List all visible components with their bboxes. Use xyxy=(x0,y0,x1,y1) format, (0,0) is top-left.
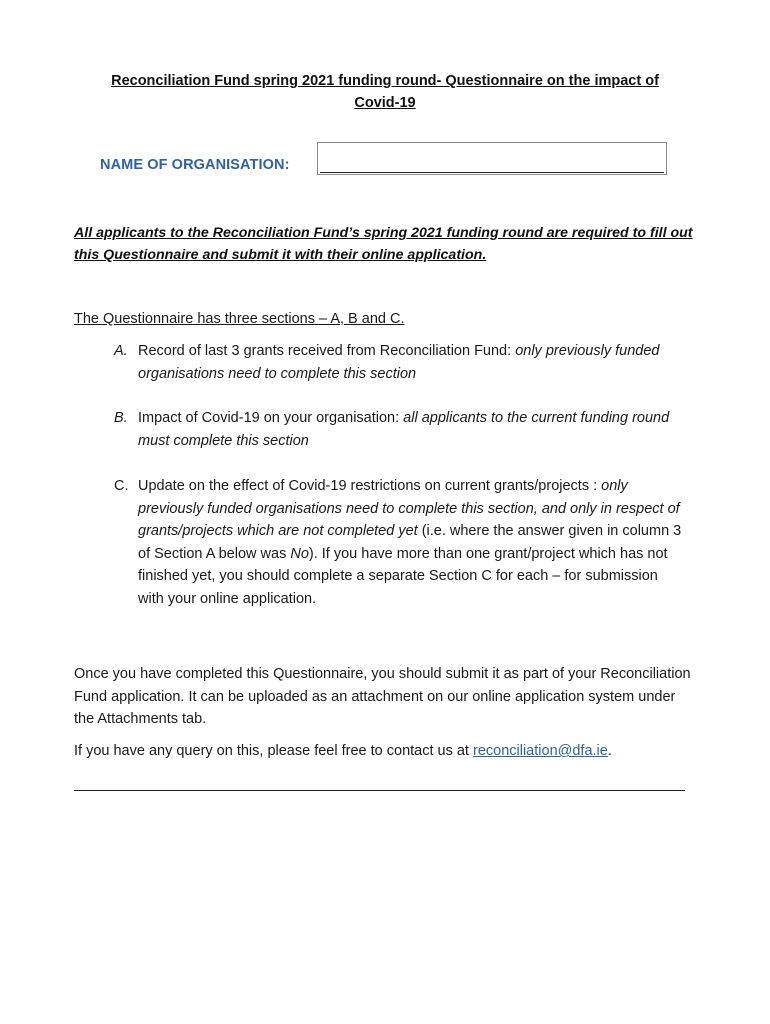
section-c-letter: C. xyxy=(114,478,129,494)
section-a-letter: A. xyxy=(114,343,128,359)
email-link[interactable]: reconciliation@dfa.ie xyxy=(473,743,608,759)
submission-paragraph: Once you have completed this Questionnaire, you should submit it as part of your Reconciliation Fund application. It can be uploaded as an attachment on our online application system under the Attachments tab. xyxy=(74,666,691,727)
organisation-label: NAME OF ORGANISATION: xyxy=(100,157,290,173)
sections-intro: The Questionnaire has three sections – A, B and C. xyxy=(74,311,405,327)
section-a-item xyxy=(114,340,684,385)
title-line-1: Reconciliation Fund spring 2021 funding round- Questionnaire on the impact of xyxy=(111,73,659,89)
title-line-2: Covid-19 xyxy=(354,95,416,111)
organisation-field-underline xyxy=(320,172,664,173)
organisation-name-field[interactable] xyxy=(317,142,667,175)
section-b-letter: B. xyxy=(114,410,128,426)
applicant-notice: All applicants to the Reconciliation Fund’s spring 2021 funding round are required to fill out this Questionnaire and submit it with their online application. xyxy=(74,225,693,263)
section-c-item xyxy=(114,475,684,610)
section-b-text: Impact of Covid-19 on your organisation: all applicants to the current funding round must complete this section xyxy=(138,410,670,449)
section-c-text: Update on the effect of Covid-19 restrictions on current grants/projects : only previously funded organisations need to complete this section, and only in respect of grants/projects which are not completed yet (i.e. where the answer given in column 3 of Section A below was No). If you have more than one grant/project which has not finished yet, you should complete a separate Section C for each – for submission with your online application. xyxy=(138,478,682,607)
contact-paragraph: If you have any query on this, please feel free to contact us at reconciliation@dfa.ie. xyxy=(74,743,612,759)
page-title xyxy=(74,70,696,114)
section-b-item xyxy=(114,407,684,452)
bottom-divider xyxy=(74,790,685,791)
section-a-text: Record of last 3 grants received from Reconciliation Fund: only previously funded organisations need to complete this section xyxy=(138,343,660,382)
